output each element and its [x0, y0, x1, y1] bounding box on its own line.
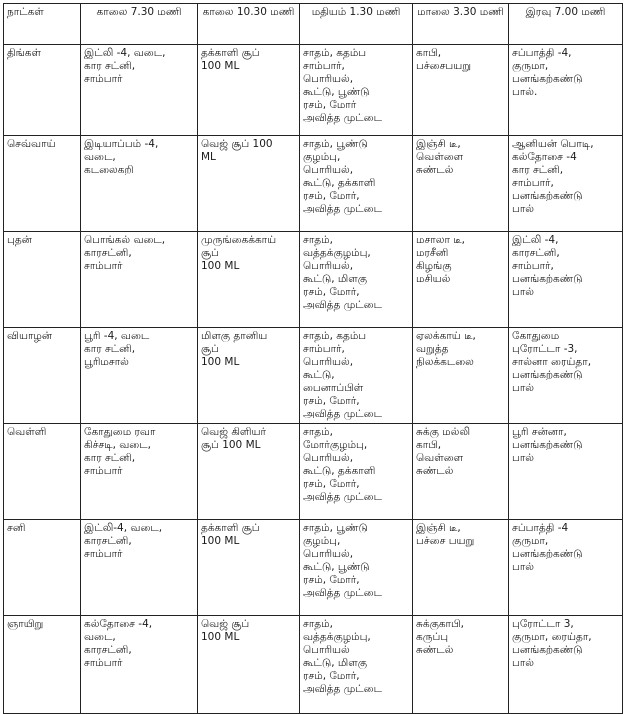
breakfast-cell: கல்தோசை -4, வடை, காரசட்னி, சாம்பார்: [81, 616, 198, 714]
snack-cell: இஞ்சி டீ, பச்சை பயறு: [413, 520, 509, 616]
day-cell: திங்கள்: [4, 45, 81, 136]
lunch-cell: சாதம், கதம்ப சாம்பார், பொரியல், கூட்டு, பூண்டு ரசம், மோர் அவித்த முட்டை: [300, 45, 413, 136]
soup-cell: தக்காளி சூப் 100 ML: [198, 520, 300, 616]
soup-cell: மிளகு தானிய சூப் 100 ML: [198, 328, 300, 424]
table-row: [4, 520, 623, 616]
header-evening-330: மாலை 3.30 மணி: [413, 4, 509, 45]
table-row: [4, 616, 623, 714]
snack-cell: காபி, பச்சைபயறு: [413, 45, 509, 136]
breakfast-cell: பொங்கல் வடை, காரசட்னி, சாம்பார்: [81, 232, 198, 328]
soup-cell: முருங்கைக்காய் சூப் 100 ML: [198, 232, 300, 328]
lunch-cell: சாதம், மோர்குழம்பு, பொரியல், கூட்டு, தக்காளி ரசம், மோர், அவித்த முட்டை: [300, 424, 413, 520]
snack-cell: இஞ்சி டீ, வெள்ளை சுண்டல்: [413, 136, 509, 232]
dinner-cell: சப்பாத்தி -4 குருமா, பனங்கற்கண்டு பால்: [509, 520, 623, 616]
header-morning-730: காலை 7.30 மணி: [81, 4, 198, 45]
weekly-menu-table: [3, 3, 623, 714]
header-night-700: இரவு 7.00 மணி: [509, 4, 623, 45]
breakfast-cell: இடியாப்பம் -4, வடை, கடலைகறி: [81, 136, 198, 232]
snack-cell: சுக்கு மல்லி காபி, வெள்ளை சுண்டல்: [413, 424, 509, 520]
day-cell: புதன்: [4, 232, 81, 328]
lunch-cell: சாதம், வத்தக்குழம்பு, பொரியல் கூட்டு, மிளகு ரசம், மோர், அவித்த முட்டை: [300, 616, 413, 714]
dinner-cell: பூரி சன்னா, பனங்கற்கண்டு பால்: [509, 424, 623, 520]
dinner-cell: புரோட்டா 3, குருமா, ரைய்தா, பனங்கற்கண்டு பால்: [509, 616, 623, 714]
header-days: நாட்கள்: [4, 4, 81, 45]
day-cell: சனி: [4, 520, 81, 616]
lunch-cell: சாதம், பூண்டு குழம்பு, பொரியல், கூட்டு, பூண்டு ரசம், மோர், அவித்த முட்டை: [300, 520, 413, 616]
snack-cell: சுக்குகாபி, கருப்பு சுண்டல்: [413, 616, 509, 714]
table-row: [4, 232, 623, 328]
day-cell: ஞாயிறு: [4, 616, 81, 714]
day-cell: செவ்வாய்: [4, 136, 81, 232]
snack-cell: ஏலக்காய் டீ, வறுத்த நிலக்கடலை: [413, 328, 509, 424]
lunch-cell: சாதம், பூண்டு குழம்பு, பொரியல், கூட்டு, தக்காளி ரசம், மோர், அவித்த முட்டை: [300, 136, 413, 232]
table-row: [4, 45, 623, 136]
header-afternoon-130: மதியம் 1.30 மணி: [300, 4, 413, 45]
soup-cell: வெஜ் சூப் 100 ML: [198, 136, 300, 232]
dinner-cell: கோதுமை புரோட்டா -3, சால்னா ரைய்தா, பனங்கற்கண்டு பால்: [509, 328, 623, 424]
breakfast-cell: இட்லி-4, வடை, காரசட்னி, சாம்பார்: [81, 520, 198, 616]
breakfast-cell: இட்லி -4, வடை, கார சட்னி, சாம்பார்: [81, 45, 198, 136]
dinner-cell: இட்லி -4, காரசட்னி, சாம்பார், பனங்கற்கண்டு பால்: [509, 232, 623, 328]
lunch-cell: சாதம், வத்தக்குழம்பு, பொரியல், கூட்டு, மிளகு ரசம், மோர், அவித்த முட்டை: [300, 232, 413, 328]
day-cell: வெள்ளி: [4, 424, 81, 520]
soup-cell: வெஜ் சூப் 100 ML: [198, 616, 300, 714]
lunch-cell: சாதம், கதம்ப சாம்பார், பொரியல், கூட்டு, பைனாப்பிள் ரசம், மோர், அவித்த முட்டை: [300, 328, 413, 424]
dinner-cell: ஆனியன் பொடி, கல்தோசை -4 கார சட்னி, சாம்பார், பனங்கற்கண்டு பால்: [509, 136, 623, 232]
soup-cell: தக்காளி சூப் 100 ML: [198, 45, 300, 136]
dinner-cell: சப்பாத்தி -4, குருமா, பனங்கற்கண்டு பால்.: [509, 45, 623, 136]
header-morning-1030: காலை 10.30 மணி: [198, 4, 300, 45]
day-cell: வியாழன்: [4, 328, 81, 424]
table-row: [4, 424, 623, 520]
header-row: [4, 4, 623, 45]
table-row: [4, 328, 623, 424]
breakfast-cell: பூரி -4, வடை கார சட்னி, பூரிமசால்: [81, 328, 198, 424]
snack-cell: மசாலா டீ, மரசீனி கிழங்கு மசியல்: [413, 232, 509, 328]
table-row: [4, 136, 623, 232]
soup-cell: வெஜ் கிளியர் சூப் 100 ML: [198, 424, 300, 520]
breakfast-cell: கோதுமை ரவா கிச்சடி, வடை, கார சட்னி, சாம்பார்: [81, 424, 198, 520]
